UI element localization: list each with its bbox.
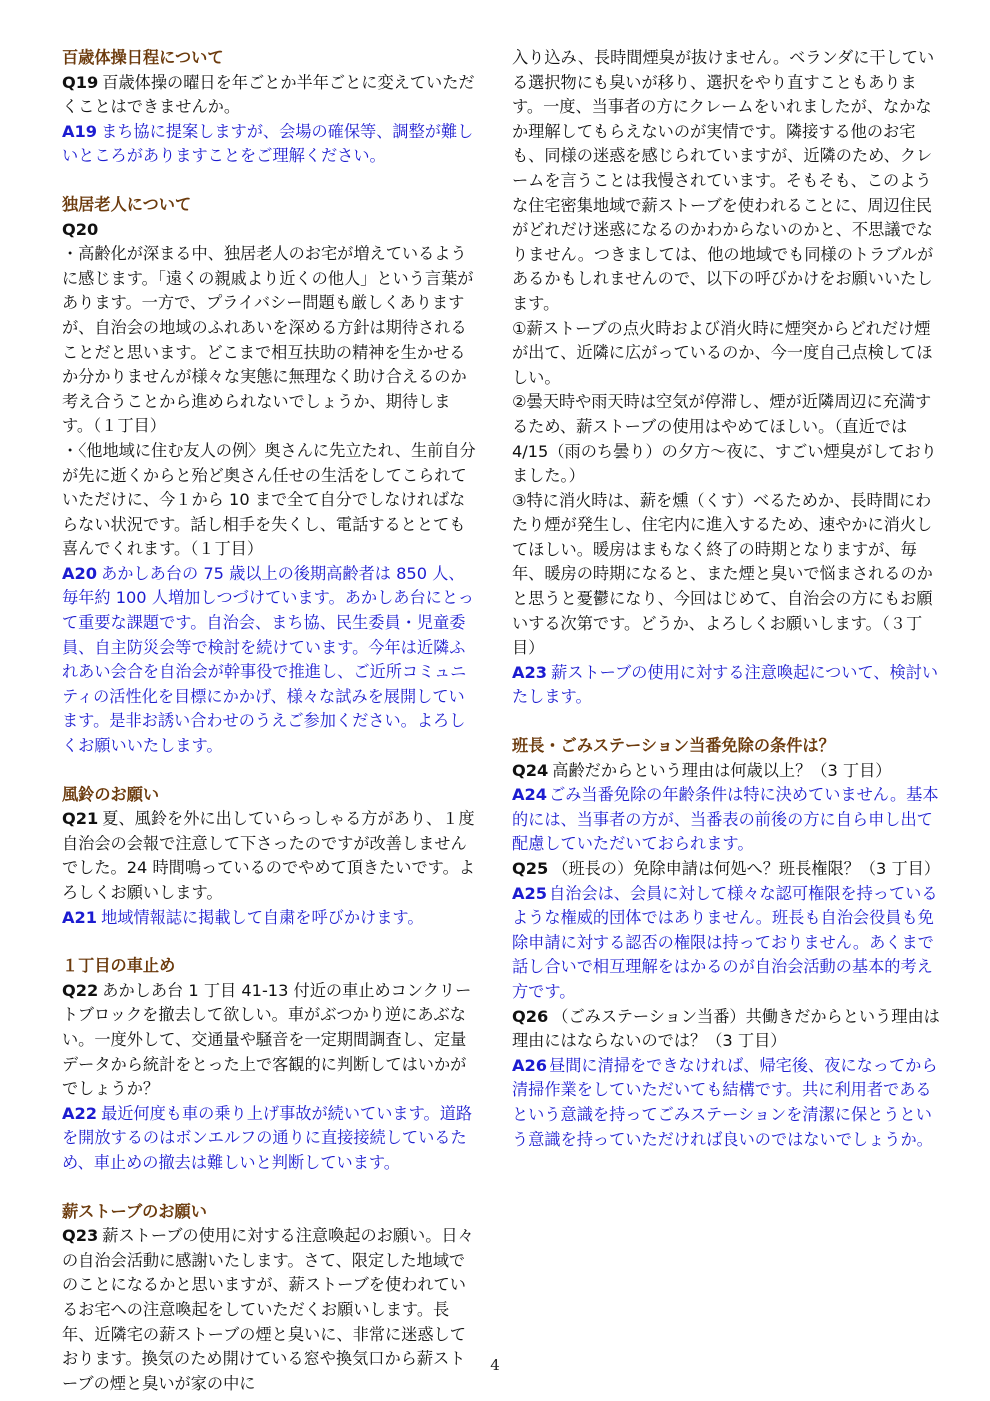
section-title-makistove: 薪ストーブのお願い	[62, 1201, 207, 1221]
question-q23-continued: 入り込み、長時間煙臭が抜けません。ベランダに干している選択物にも臭いが移り、選択をやり直すこともあります。一度、当事者の方にクレームをいれましたが、なかなか理解してもらえないのが実情です。隣接する他のお宅も、同様の迷惑を感じられていますが、近隣のため、クレームを言うことは我慢されています。そもそも、このような住宅密集地域で薪ストーブを使われることに、周辺住民がどれだけ迷惑になるのかわからないのかと、不思議でなりません。つきましては、他の地域でも同様のトラブルがあるかもしれませんので、以下の呼びかけをお願いいたします。	[512, 48, 935, 313]
request-item-2: ②曇天時や雨天時は空気が停滞し、煙が近隣周辺に充満するため、薪ストーブの使用はやめてほしい。（直近では 4/15（雨のち曇り）の夕方～夜に、すごい煙臭がしておりました。）	[512, 392, 937, 486]
request-item-1: ①薪ストーブの点火時および消火時に煙突からどれだけ煙が出て、近隣に広がっているのか、今一度自己点検してほしい。	[512, 318, 933, 387]
left-column	[62, 46, 480, 1396]
question-q20-label: Q20	[62, 219, 99, 239]
right-column	[512, 46, 944, 1152]
question-q24: Q24 高齢だからという理由は何歳以上？（3 丁目）	[512, 760, 892, 780]
answer-a26: A26 昼間に清掃をできなければ、帰宅後、夜になってから清掃作業をしていただいても結構です。共に利用者であるという意識を持ってごみステーションを清潔に保とうという意識を持っていただければ良いのではないでしょうか。	[512, 1055, 938, 1149]
answer-a20: A20 あかしあ台の 75 歳以上の後期高齢者は 850 人、毎年約 100 人増加しつづけています。あかしあ台にとって重要な課題です。自治会、まち協、民生委員・児童委員、自主防災会等で検討を続けています。今年は近隣ふれあい会合を自治会が幹事役で推進し、ご近所コミュニティの活性化を目標にかかげ、様々な試みを展開しています。是非お誘い合わせのうえご参加ください。よろしくお願いいたします。	[62, 563, 474, 756]
section-title-dokkyo: 独居老人について	[62, 194, 192, 214]
question-q23: Q23 薪ストーブの使用に対する注意喚起のお願い。日々の自治会活動に感謝いたします。さて、限定した地域でのことになるかと思いますが、薪ストーブを使われているお宅への注意喚起をしていただくお願いします。長年、近隣宅の薪ストーブの煙と臭いに、非常に迷惑しております。換気のため開けている窓や換気口から薪ストーブの煙と臭いが家の中に	[62, 1226, 474, 1393]
answer-a22: A22 最近何度も車の乗り上げ事故が続いています。道路を開放するのはボンエルフの通りに直接接続しているため、車止めの撤去は難しいと判断しています。	[62, 1103, 473, 1172]
question-q21: Q21 夏、風鈴を外に出していらっしゃる方があり、１度自治会の会報で注意して下さったのですが改善しませんでした。24 時間鳴っているのでやめて頂きたいです。よろしくお願いします。	[62, 809, 475, 902]
page-number: 4	[490, 1356, 500, 1374]
question-q22: Q22 あかしあ台 1 丁目 41-13 付近の車止めコンクリートブロックを撤去して欲しい。車がぶつかり逆にあぶない。一度外して、交通量や騒音を一定期間調査し、定量データから統計をとった上で客観的に判断してはいかがでしょうか？	[62, 980, 472, 1099]
question-q20-para2: ・〈他地域に住む友人の例〉奥さんに先立たれ、生前自分が先に逝くからと殆ど奥さん任せの生活をしてこられていただけに、今１から 10 まで全て自分でしなければならない状況です。話し相手を失くし、電話するととても喜んでくれます。（１丁目）	[62, 440, 476, 559]
question-q20-para1: ・高齢化が深まる中、独居老人のお宅が増えているように感じます。「遠くの親戚より近くの他人」という言葉があります。一方で、プライバシー問題も厳しくありますが、自治会の地域のふれあいを深める方針は期待されることだと思います。どこまで相互扶助の精神を生かせるか分かりませんが様々な実態に無理なく助け合えるのか考え合うことから進められないでしょうか、期待します。（１丁目）	[62, 244, 474, 436]
question-q19: Q19 百歳体操の曜日を年ごとか半年ごとに変えていただくことはできませんか。	[62, 72, 475, 117]
answer-a25: A25 自治会は、会員に対して様々な認可権限を持っているような権威的団体ではありません。班長も自治会役員も免除申請に対する認否の権限は持っておりません。あくまで話し合いで相互理解をはかるのが自治会活動の基本的考え方です。	[512, 883, 938, 1001]
answer-a19: A19 まち協に提案しますが、会場の確保等、調整が難しいところがありますことをご理解ください。	[62, 121, 474, 166]
section-title-kurumadome: １丁目の車止め	[62, 956, 176, 976]
question-q25: Q25 （班長の）免除申請は何処へ？班長権限？（3 丁目）	[512, 859, 941, 878]
answer-a24: A24 ごみ当番免除の年齢条件は特に決めていません。基本的には、当事者の方が、当番表の前後の方に自ら申し出て配慮していただいておられます。	[512, 785, 939, 854]
section-title-hyakusai: 百歳体操日程について	[62, 48, 224, 67]
section-title-furin: 風鈴のお願い	[62, 784, 160, 804]
answer-a21: A21 地域情報誌に掲載して自粛を呼びかけます。	[62, 907, 424, 927]
question-q26: Q26 （ごみステーション当番）共働きだからという理由は理由にはならないのでは？（3 丁目）	[512, 1006, 940, 1051]
request-item-3: ③特に消火時は、薪を燻（くす）べるためか、長時間にわたり煙が発生し、住宅内に進入するため、速やかに消火してほしい。暖房はまもなく終了の時期となりますが、毎年、暖房の時期になると、また煙と臭いで悩まされるのかと思うと憂鬱になり、今回はじめて、自治会の方にもお願いする次第です。どうか、よろしくお願いします。（３丁目）	[512, 490, 933, 658]
answer-a23: A23 薪ストーブの使用に対する注意喚起について、検討いたします。	[512, 662, 939, 707]
section-title-hancho: 班長・ごみステーション当番免除の条件は？	[512, 736, 835, 756]
